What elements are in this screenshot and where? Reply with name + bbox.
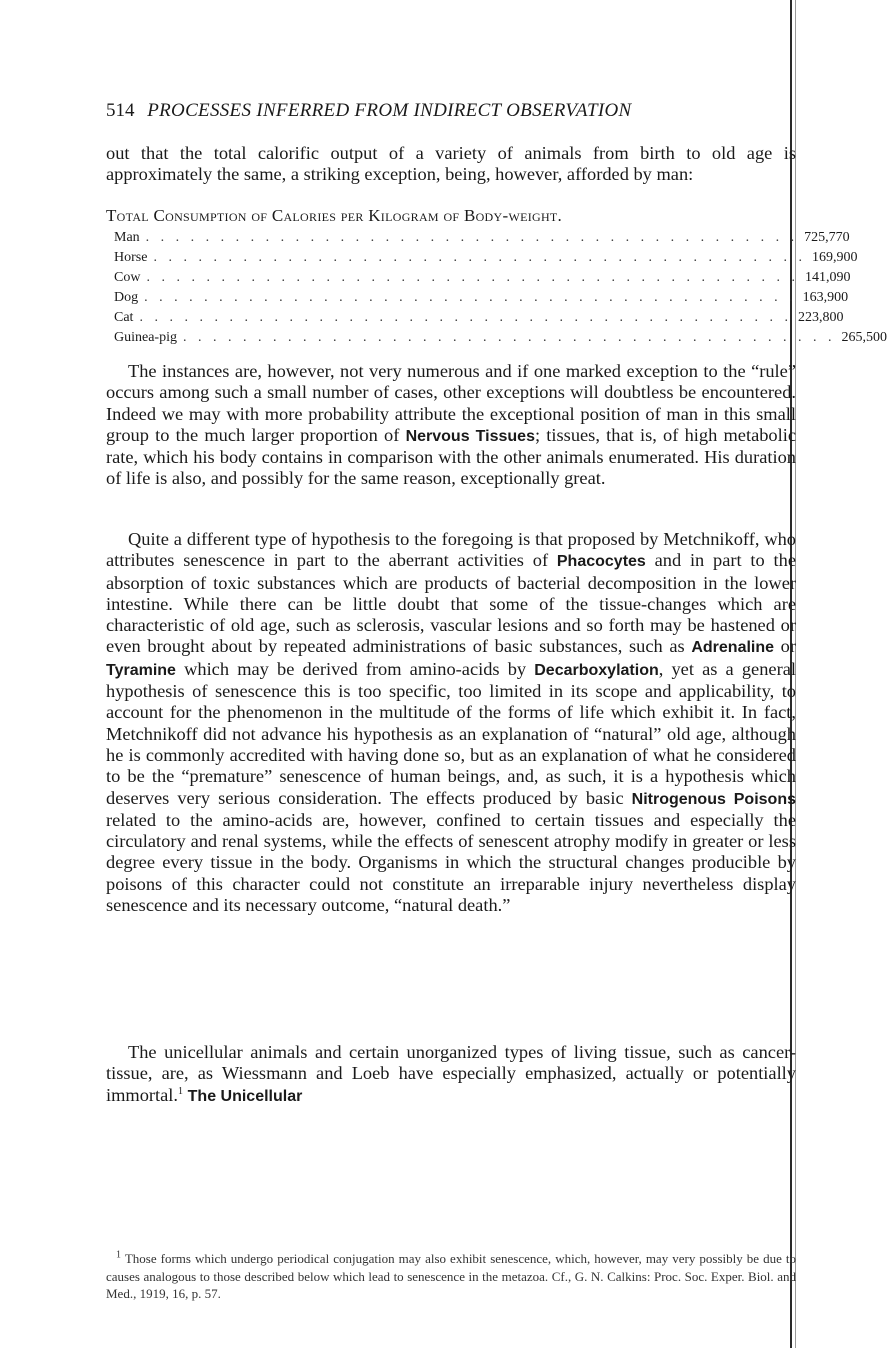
term-nervous-tissues: Nervous Tissues (405, 427, 535, 445)
paragraph-2-text-cont: ; tissues, that is, of high metabolic rate, which his body contains in comparison with the other animals enumerated. His duration of life is also, and possibly for the same reason, exceptionally great. (106, 424, 797, 489)
leader-dots: . . . . . . . . . . . . . . . . . . . . . . . . . . . . . . . . . . . . . . . . . . . . (153, 250, 806, 265)
paragraph-3-text: , yet as a general hypothesis of senescence this is too specific, too limited in its scope and applicability, to account for the phenomenon in the multitude of the forms of life which exhibit it. In fact, Metchnikoff did not advance his hypothesis as an explanation of “natural” old age, although he is commonly accredited with having done so, but as an explanation of what he considered to be the “premature” senescence of human beings, and, as such, it is a hypothesis which deserves very serious consideration. The effects produced by basic (106, 658, 796, 808)
calorie-value: 163,900 (802, 290, 849, 305)
term-tyramine: Tyramine (106, 661, 176, 679)
calorie-value: 265,500 (841, 330, 887, 345)
animal-label: Cat (114, 310, 134, 325)
calorie-value: 141,090 (804, 270, 851, 285)
table-row (114, 248, 858, 268)
table-row (114, 308, 844, 328)
table-row (114, 228, 850, 248)
term-decarboxylation: Decarboxylation (534, 661, 659, 679)
calorie-value: 169,900 (811, 250, 858, 265)
calorie-table (114, 228, 887, 348)
footnote-text: Those forms which undergo periodical conjugation may also exhibit senescence, which, however, may very possibly be due to causes analogous to those described below which lead to senescence in the metazoa. Cf., G. N. Calkins: Proc. Soc. Exper. Biol. and Med., 1919, 16, p. 57. (106, 1251, 797, 1301)
leader-dots: . . . . . . . . . . . . . . . . . . . . . . . . . . . . . . . . . . . . . . . . . . . . (139, 310, 792, 325)
animal-label: Dog (114, 290, 139, 305)
paragraph-4 (106, 1042, 796, 1107)
running-header (106, 100, 706, 122)
table-row (114, 268, 851, 288)
animal-label: Horse (114, 250, 148, 265)
leader-dots: . . . . . . . . . . . . . . . . . . . . . . . . . . . . . . . . . . . . . . . . . . . . (144, 290, 797, 305)
leader-dots: . . . . . . . . . . . . . . . . . . . . . . . . . . . . . . . . . . . . . . . . . . . . (182, 330, 836, 345)
paragraph-2 (106, 361, 796, 490)
term-phacocytes: Phacocytes (556, 553, 646, 571)
paragraph-3-text: which may be derived from amino-acids by (175, 658, 535, 679)
animal-label: Guinea-pig (114, 330, 177, 345)
paragraph-3-text: related to the amino-acids are, however, confined to certain tissues and especially the circulatory and renal systems, while the effects of senescent atrophy modify in greater or less degree every tissue in the body. Organisms in which the structural changes producible by poisons of this character could not constitute an irreparable injury nevertheless display senescence and its necessary outcome, “natural death.” (106, 809, 796, 916)
leader-dots: . . . . . . . . . . . . . . . . . . . . . . . . . . . . . . . . . . . . . . . . . . . . (145, 230, 799, 245)
paragraph-1: out that the total calorific output of a variety of animals from birth to old age is approximately the same, a striking exception, being, however, afforded by man: (106, 143, 796, 185)
paragraph-4-text: The unicellular animals and certain unorganized types of living tissue, such as cancer-tissue, are, as Wiessmann and Loeb have especially emphasized, actually or potentially immortal. (106, 1042, 796, 1105)
paragraph-3-text: Quite a different type of hypothesis to the foregoing is that proposed by Metchnikoff, who attributes senescence in part to the aberrant activities of (106, 529, 796, 571)
animal-label: Cow (114, 270, 141, 285)
term-adrenaline: Adrenaline (691, 639, 775, 657)
page-number: 514 (106, 100, 135, 121)
calorie-value: 725,770 (804, 230, 850, 245)
term-nitrogenous-poisons: Nitrogenous Poisons (631, 790, 796, 808)
paragraph-3-text: and in part to the absorption of toxic substances which are products of bacterial decomposition in the lower intestine. While there can be little doubt that some of the tissue-changes which are characteristic of old age, such as sclerosis, vascular lesions and so forth may be hastened or even brought about by repeated administrations of basic substances, such as (106, 550, 796, 657)
table-row (114, 288, 849, 308)
table-title: Total Consumption of Calories per Kilogram of Body-weight. (106, 206, 563, 225)
running-title: PROCESSES INFERRED FROM INDIRECT OBSERVATION (147, 100, 632, 121)
footnote-ref: 1 (178, 1085, 184, 1097)
paragraph-2-text: The instances are, however, not very numerous and if one marked exception to the “rule” occurs among such a small number of cases, other exceptions will doubtless be encountered. Indeed we may with more probability attribute the exceptional position of man in this small group to the much larger proportion of (106, 361, 796, 445)
leader-dots: . . . . . . . . . . . . . . . . . . . . . . . . . . . . . . . . . . . . . . . . . . . . (146, 270, 799, 285)
footnote (106, 1250, 796, 1303)
term-the-unicellular: The Unicellular (187, 1087, 303, 1105)
animal-label: Man (114, 230, 140, 245)
table-row (114, 328, 887, 348)
paragraph-3 (106, 529, 796, 916)
paragraph-3-text: or (774, 636, 796, 657)
footnote-marker: 1 (116, 1249, 121, 1261)
calorie-value: 223,800 (797, 310, 844, 325)
